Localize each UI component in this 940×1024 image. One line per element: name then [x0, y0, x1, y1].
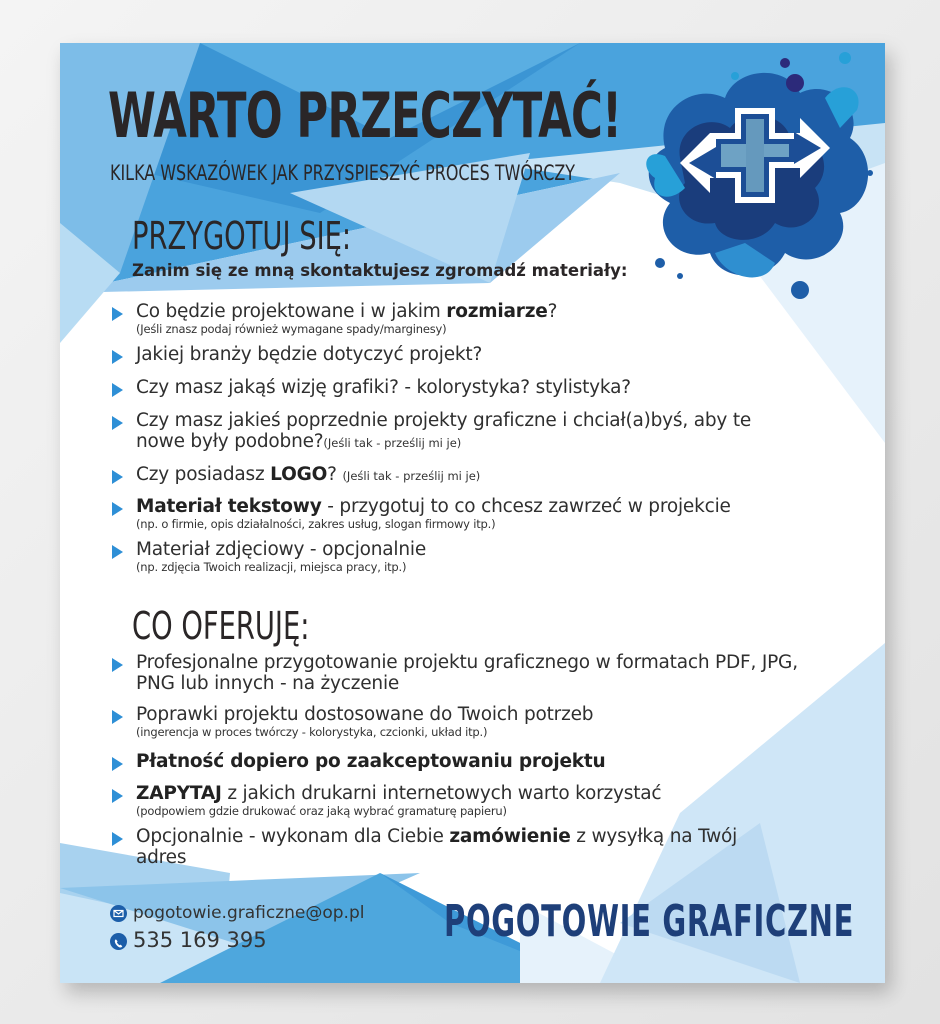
list-item: Poprawki projektu dostosowane do Twoich potrzeb (ingerencja w proces twórczy - kolorystyka, czcionki, układ itp.) [110, 704, 836, 739]
contact-phone[interactable]: 535 169 395 [110, 928, 267, 952]
list-item: Płatność dopiero po zaakceptowaniu projektu [110, 751, 836, 772]
list-item: Profesjonalne przygotowanie projektu graficznego w formatach PDF, JPG, PNG lub innych - na życzenie [110, 652, 836, 694]
triangle-bullet-icon [112, 416, 123, 430]
contact-email[interactable]: pogotowie.graficzne@op.pl [110, 903, 364, 923]
triangle-bullet-icon [112, 307, 123, 321]
list-item: Jakiej branży będzie dotyczyć projekt? [110, 344, 796, 365]
triangle-bullet-icon [112, 757, 123, 771]
page-subtitle: KILKA WSKAZÓWEK JAK PRZYSPIESZYĆ PROCES TWÓRCZY [110, 161, 576, 185]
envelope-icon [110, 905, 127, 922]
list-item: Czy posiadasz LOGO? (Jeśli tak - prześlij mi je) [110, 464, 796, 485]
triangle-bullet-icon [112, 710, 123, 724]
prepare-list [110, 301, 796, 574]
list-item: ZAPYTAJ z jakich drukarni internetowych warto korzystać (podpowiem gdzie drukować oraz jaką wybrać gramaturę papieru) [110, 783, 836, 818]
triangle-bullet-icon [112, 350, 123, 364]
triangle-bullet-icon [112, 502, 123, 516]
triangle-bullet-icon [112, 832, 123, 846]
logo-splash [625, 43, 885, 308]
list-item: Materiał tekstowy - przygotuj to co chcesz zawrzeć w projekcie (np. o firmie, opis działalności, zakres usług, slogan firmowy itp.) [110, 496, 796, 531]
item-note: (Jeśli znasz podaj również wymagane spady/marginesy) [136, 322, 447, 336]
phone-icon [110, 933, 127, 950]
offer-list [110, 652, 836, 868]
triangle-bullet-icon [112, 789, 123, 803]
triangle-bullet-icon [112, 658, 123, 672]
triangle-bullet-icon [112, 470, 123, 484]
page-title: WARTO PRZECZYTAĆ! [108, 79, 622, 152]
triangle-bullet-icon [112, 383, 123, 397]
item-note: (np. zdjęcia Twoich realizacji, miejsca pracy, itp.) [136, 560, 407, 574]
section-heading-offer: CO OFERUJĘ: [132, 604, 310, 648]
item-note: (podpowiem gdzie drukować oraz jaką wybrać gramaturę papieru) [136, 804, 507, 818]
list-item: Czy masz jakieś poprzednie projekty graficzne i chciał(a)byś, aby te nowe były podobne?(Jeśli tak - prześlij mi je) [110, 410, 796, 452]
list-item: Co będzie projektowane i w jakim rozmiarze? (Jeśli znasz podaj również wymagane spady/marginesy) [110, 301, 796, 336]
item-note: (Jeśli tak - prześlij mi je) [342, 469, 481, 483]
list-item: Opcjonalnie - wykonam dla Ciebie zamówienie z wysyłką na Twój adres [110, 826, 776, 868]
prepare-intro: Zanim się ze mną skontaktujesz zgromadź materiały: [132, 261, 628, 280]
item-note: (ingerencja w proces twórczy - kolorystyka, czcionki, układ itp.) [136, 725, 488, 739]
flyer [60, 43, 885, 983]
triangle-bullet-icon [112, 545, 123, 559]
item-note: (np. o firmie, opis działalności, zakres usług, slogan firmowy itp.) [136, 517, 496, 531]
section-heading-prepare: PRZYGOTUJ SIĘ: [132, 214, 352, 258]
list-item: Czy masz jakąś wizję grafiki? - kolorystyka? stylistyka? [110, 377, 796, 398]
brand-name: POGOTOWIE GRAFICZNE [444, 896, 855, 947]
list-item: Materiał zdjęciowy - opcjonalnie (np. zdjęcia Twoich realizacji, miejsca pracy, itp.) [110, 539, 796, 574]
item-note: (Jeśli tak - prześlij mi je) [323, 436, 462, 450]
